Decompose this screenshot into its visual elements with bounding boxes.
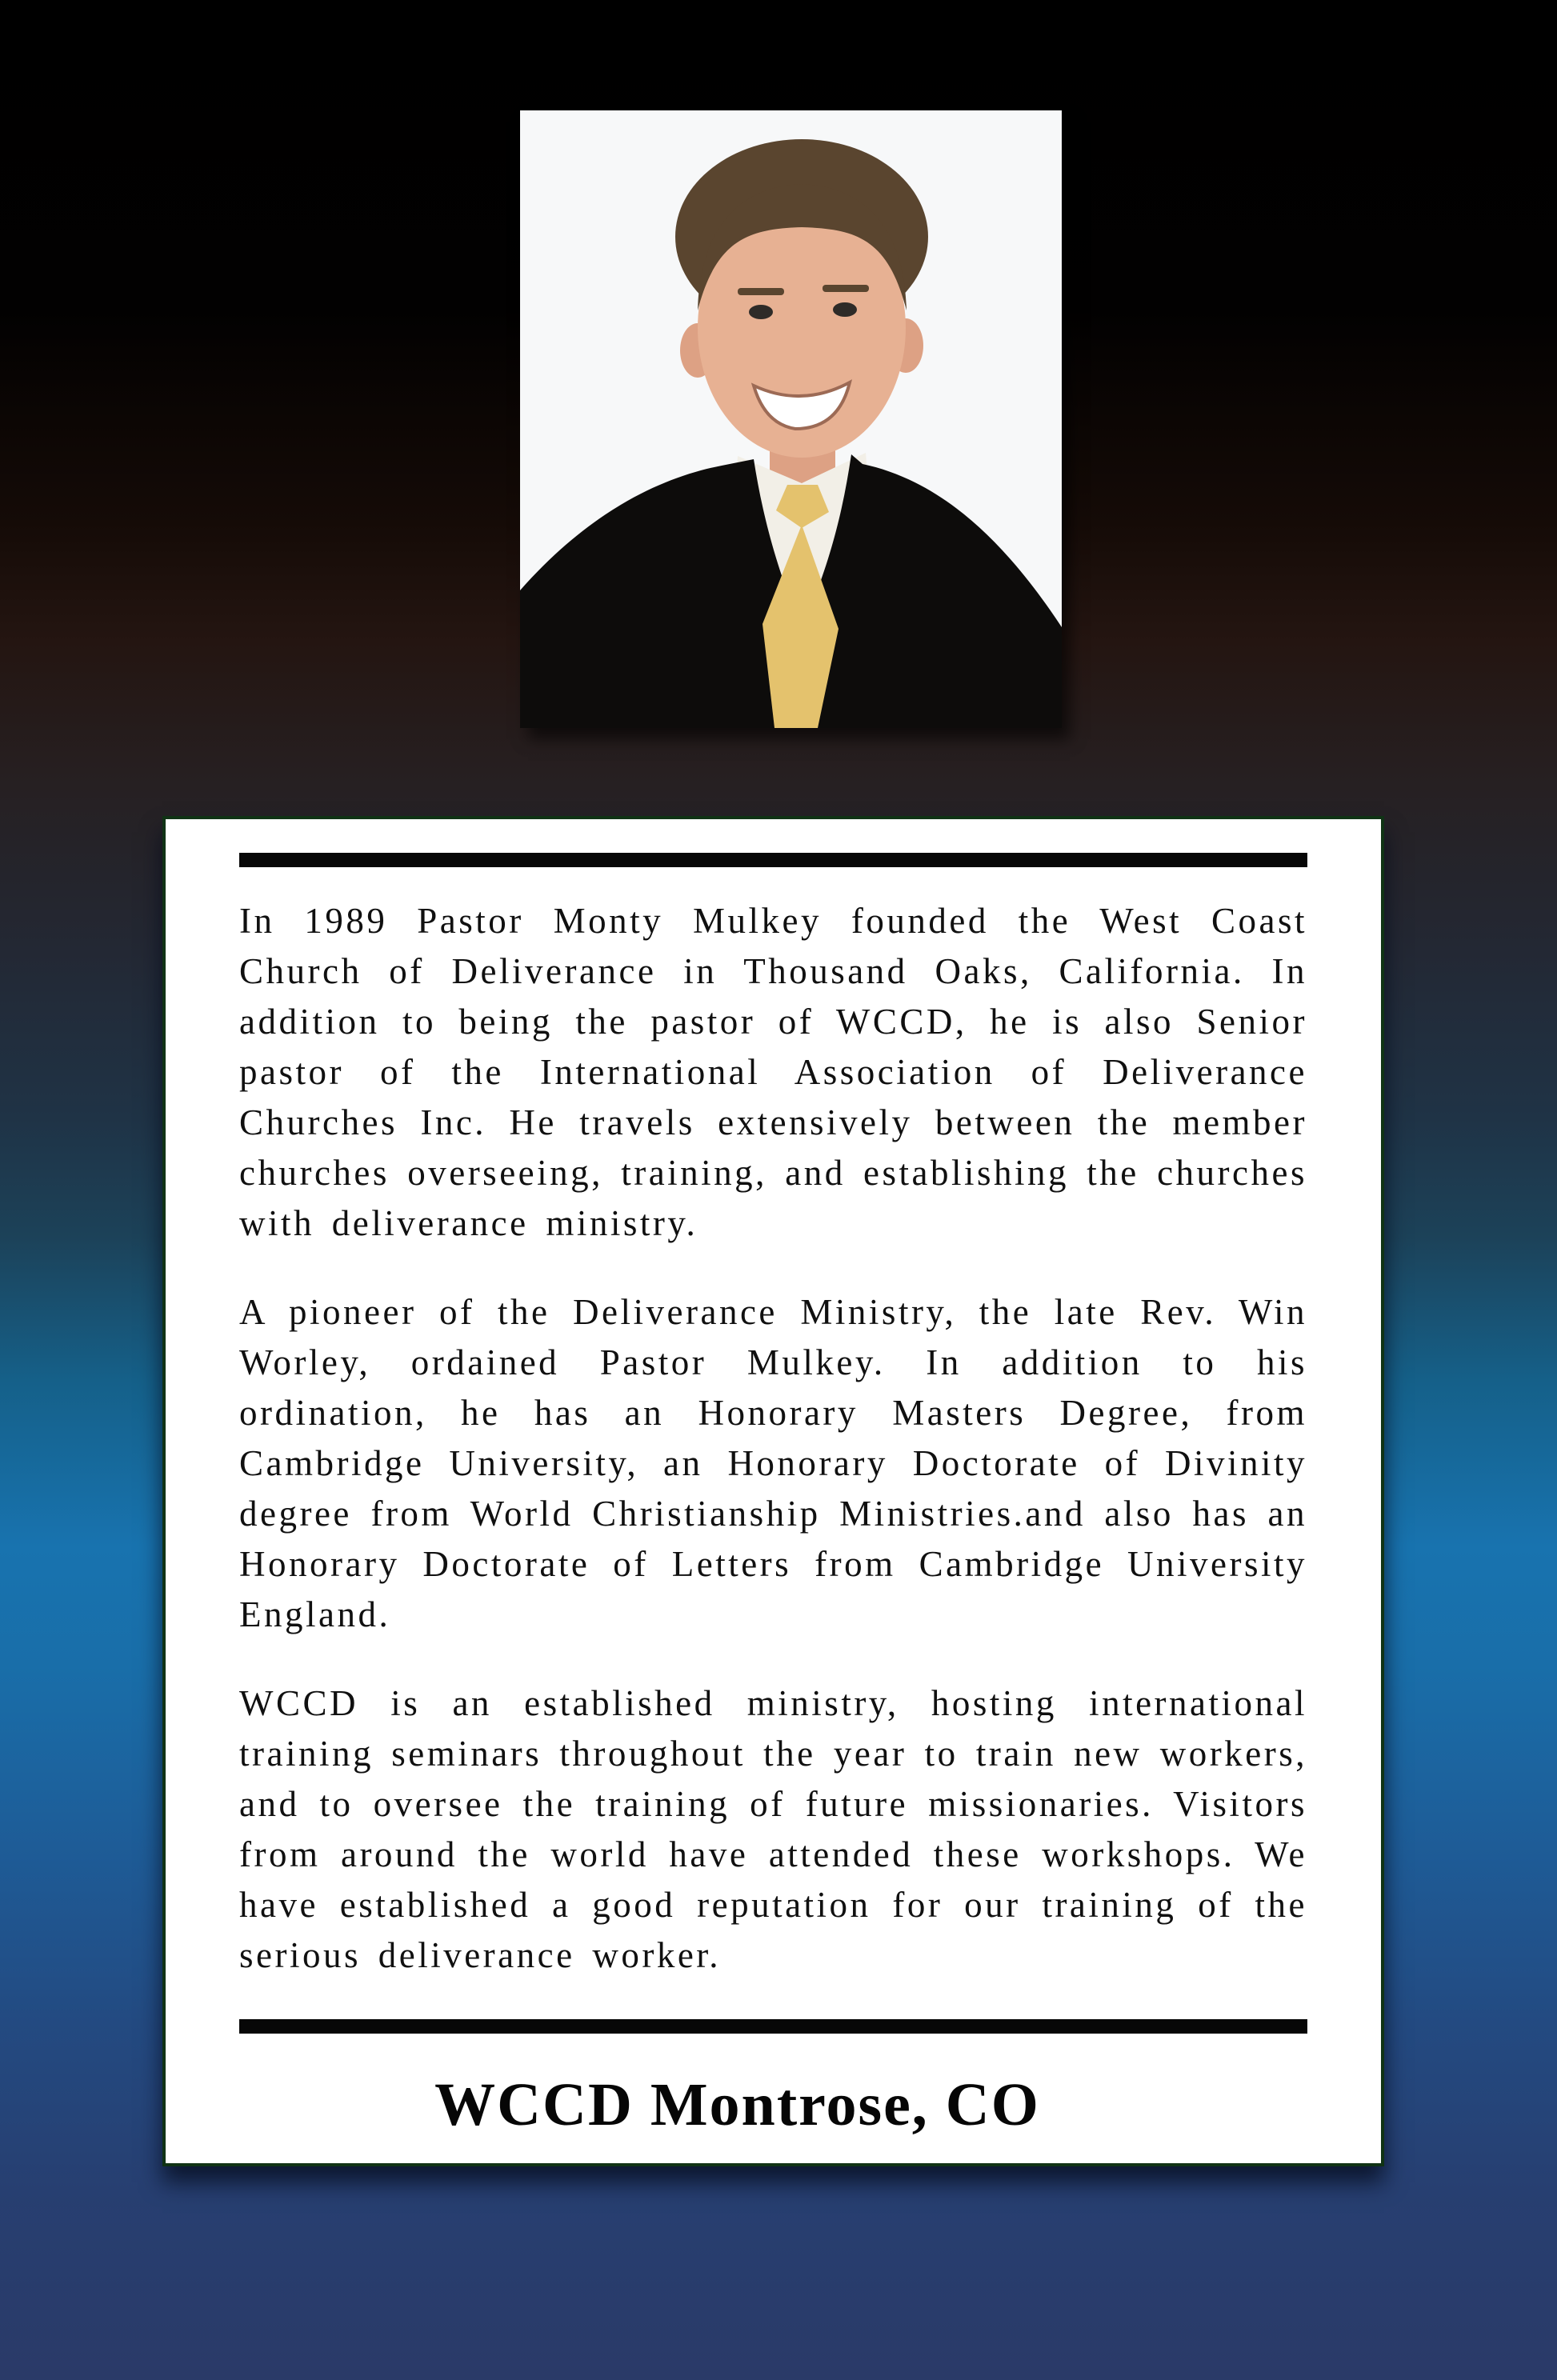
- info-card: [162, 816, 1384, 2166]
- eyebrow-right: [823, 285, 869, 292]
- eyebrow-left: [738, 288, 784, 295]
- eye-left: [749, 305, 773, 319]
- card-title: WCCD Montrose, CO: [434, 2071, 1040, 2138]
- top-divider-bar: [239, 853, 1307, 867]
- paragraph-ordination: A pioneer of the Deliverance Ministry, the late Rev. Win Worley, ordained Pastor Mulkey. In addition to his ordination, he has an Honorary Masters Degree, from Cambridge University, an Honorary Doctorate of Divinity degree from World Christianship Ministries.and also has an Honorary Doctorate of Letters from Cambridge University England.: [239, 1292, 1307, 1634]
- paragraph-founding: In 1989 Pastor Monty Mulkey founded the West Coast Church of Deliverance in Thousand Oaks, California. In addition to being the pastor of WCCD, he is also Senior pastor of the International Association of Deliverance Churches Inc. He travels extensively between the member churches overseeing, training, and establishing the churches with deliverance ministry.: [239, 901, 1307, 1243]
- bottom-divider-bar: [239, 2019, 1307, 2034]
- eye-right: [833, 302, 857, 317]
- paragraph-ministry: WCCD is an established ministry, hosting international training seminars throughout the year to train new workers, and to oversee the training of future missionaries. Visitors from around the world have attended these workshops. We have established a good reputation for our training of the serious deliverance worker.: [239, 1683, 1307, 1975]
- pastor-portrait-photo: [520, 110, 1062, 728]
